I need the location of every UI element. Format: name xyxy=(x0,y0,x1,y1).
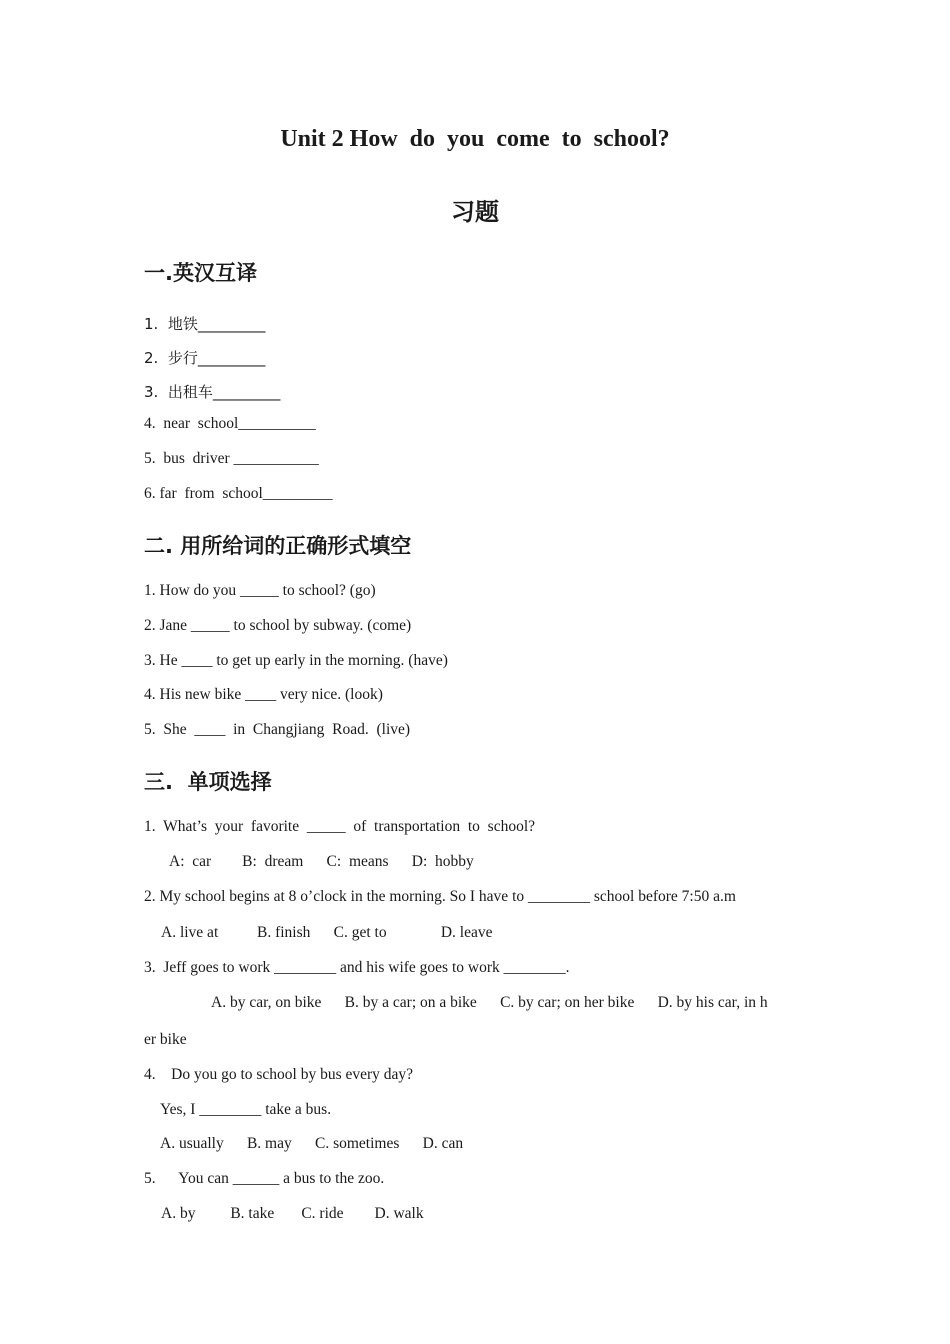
question-5: 5. You can ______ a bus to the zoo. xyxy=(144,1170,385,1187)
section-2-item: 2. Jane _____ to school by subway. (come) xyxy=(144,617,412,634)
page-subtitle: 习题 xyxy=(451,198,499,226)
question-3: 3. Jeff goes to work ________ and his wife goes to work ________. xyxy=(144,959,570,976)
section-3-heading: 三. 单项选择 xyxy=(144,770,272,794)
question-1-options: A: car B: dream C: means D: hobby xyxy=(169,853,474,870)
page-title: Unit 2 How do you come to school? xyxy=(280,126,670,152)
section-2-item: 4. His new bike ____ very nice. (look) xyxy=(144,686,383,703)
question-1: 1. What’s your favorite _____ of transportation to school? xyxy=(144,818,536,835)
section-2-item: 3. He ____ to get up early in the morning. (have) xyxy=(144,652,448,669)
question-4-answer: Yes, I ________ take a bus. xyxy=(160,1101,332,1118)
question-2: 2. My school begins at 8 o’clock in the morning. So I have to ________ school before 7:50 a.m xyxy=(144,888,736,905)
section-1-item: 5. bus driver ___________ xyxy=(144,450,319,467)
question-5-options: A. by B. take C. ride D. walk xyxy=(161,1205,424,1222)
question-3-options-wrap: er bike xyxy=(144,1031,187,1048)
section-2-heading: 二. 用所给词的正确形式填空 xyxy=(144,534,412,558)
section-1-item: 2. 步行_________ xyxy=(144,349,266,367)
section-2-item: 5. She ____ in Changjiang Road. (live) xyxy=(144,721,411,738)
section-1-item: 4. near school__________ xyxy=(144,415,316,432)
question-3-options: A. by car, on bike B. by a car; on a bike C. by car; on her bike D. by his car, in h xyxy=(211,994,768,1011)
question-2-options: A. live at B. finish C. get to D. leave xyxy=(161,924,493,941)
section-1-item: 3. 出租车_________ xyxy=(144,383,281,401)
section-1-item: 1. 地铁_________ xyxy=(144,315,266,333)
section-1-heading: 一.英汉互译 xyxy=(144,261,257,285)
section-1-item: 6. far from school_________ xyxy=(144,485,333,502)
section-2-item: 1. How do you _____ to school? (go) xyxy=(144,582,376,599)
question-4: 4. Do you go to school by bus every day? xyxy=(144,1066,414,1083)
question-4-options: A. usually B. may C. sometimes D. can xyxy=(160,1135,464,1152)
